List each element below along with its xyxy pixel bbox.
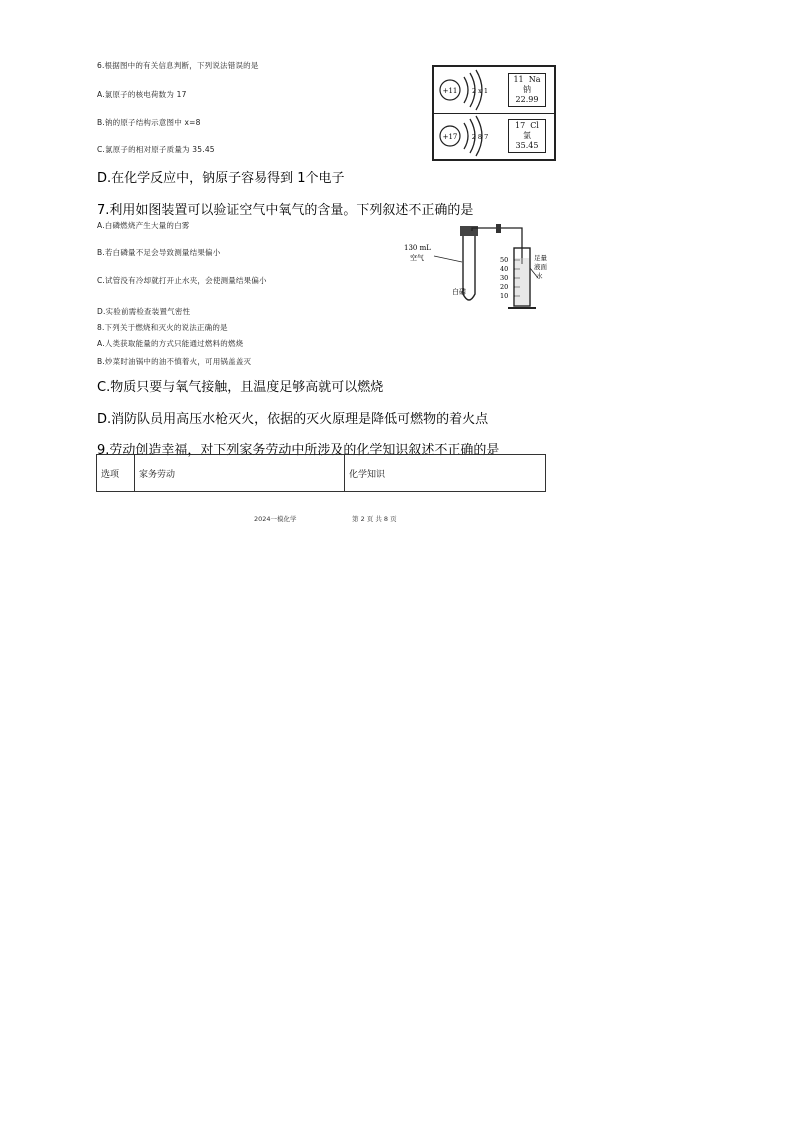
q6-option-b: B.钠的原子结构示意图中 x=8: [97, 118, 201, 127]
table-header-housework: 家务劳动: [135, 455, 345, 491]
q7-option-b: B.若白磷量不足会导致测量结果偏小: [97, 248, 221, 257]
chlorine-shells: 2 8 7: [471, 133, 489, 141]
oxygen-apparatus-figure: [402, 224, 552, 310]
scale-50: 50: [500, 256, 509, 264]
q7-option-d: D.实验前需检查装置气密性: [97, 307, 191, 316]
sodium-shells: 2 x 1: [471, 87, 489, 95]
q7-stem: 7.利用如图装置可以验证空气中氧气的含量。下列叙述不正确的是: [97, 203, 474, 218]
chlorine-atom-diagram: [434, 113, 506, 159]
air-volume-label: 130 mL: [404, 244, 431, 252]
q9-stem: 9.劳动创造幸福，对下列家务劳动中所涉及的化学知识叙述不正确的是: [97, 443, 500, 458]
q8-option-d: D.消防队员用高压水枪灭火，依据的灭火原理是降低可燃物的着火点: [97, 412, 489, 427]
phosphorus-label: 白磷: [452, 288, 466, 296]
q9-table: [96, 454, 546, 492]
air-label: 空气: [410, 254, 424, 262]
chlorine-nucleus: +17: [442, 133, 458, 141]
chlorine-mass: 35.45: [515, 141, 539, 150]
sodium-element-card: [508, 73, 546, 107]
clamp-icon: [496, 224, 501, 233]
q6-stem: 6.根据图中的有关信息判断，下列说法错误的是: [97, 61, 259, 70]
water-label-3: 水: [536, 272, 543, 280]
table-header-option: 选项: [97, 455, 135, 491]
q6-option-a: A.氯原子的核电荷数为 17: [97, 90, 187, 99]
footer-exam-title: 2024一模化学: [254, 515, 297, 523]
q7-option-a: A.白磷燃烧产生大量的白雾: [97, 221, 190, 230]
q6-option-d: D.在化学反应中，钠原子容易得到 1个电子: [97, 171, 345, 186]
q7-option-c: C.试管没有冷却就打开止水夹，会使测量结果偏小: [97, 276, 267, 285]
sodium-atom-diagram: [434, 67, 506, 113]
sodium-symbol: Na: [528, 75, 541, 84]
q8-stem: 8.下列关于燃烧和灭火的说法正确的是: [97, 323, 228, 332]
water-label-2: 液面: [534, 263, 547, 271]
q8-option-a: A.人类获取能量的方式只能通过燃料的燃烧: [97, 339, 244, 348]
scale-10: 10: [500, 292, 509, 300]
scale-40: 40: [500, 265, 509, 273]
chlorine-row: [434, 113, 554, 159]
sodium-name: 钠: [523, 85, 531, 94]
sodium-number: 11: [513, 75, 524, 84]
sodium-mass: 22.99: [515, 95, 539, 104]
table-header-chemistry: 化学知识: [349, 469, 386, 480]
q6-option-c: C.氯原子的相对原子质量为 35.45: [97, 145, 215, 154]
footer-page-number: 第 2 页 共 8 页: [352, 515, 397, 523]
atom-structure-figure: [432, 65, 556, 161]
water-label-1: 足量: [534, 254, 547, 262]
q8-option-b: B.炒菜时油锅中的油不慎着火，可用锅盖盖灭: [97, 357, 252, 366]
sodium-row: [434, 67, 554, 114]
scale-20: 20: [500, 283, 509, 291]
chlorine-number: 17: [515, 121, 526, 130]
scale-30: 30: [500, 274, 509, 282]
q8-option-c: C.物质只要与氧气接触，且温度足够高就可以燃烧: [97, 380, 384, 395]
chlorine-symbol: Cl: [530, 121, 539, 130]
chlorine-name: 氯: [523, 131, 531, 140]
chlorine-element-card: [508, 119, 546, 153]
sodium-nucleus: +11: [442, 87, 458, 95]
